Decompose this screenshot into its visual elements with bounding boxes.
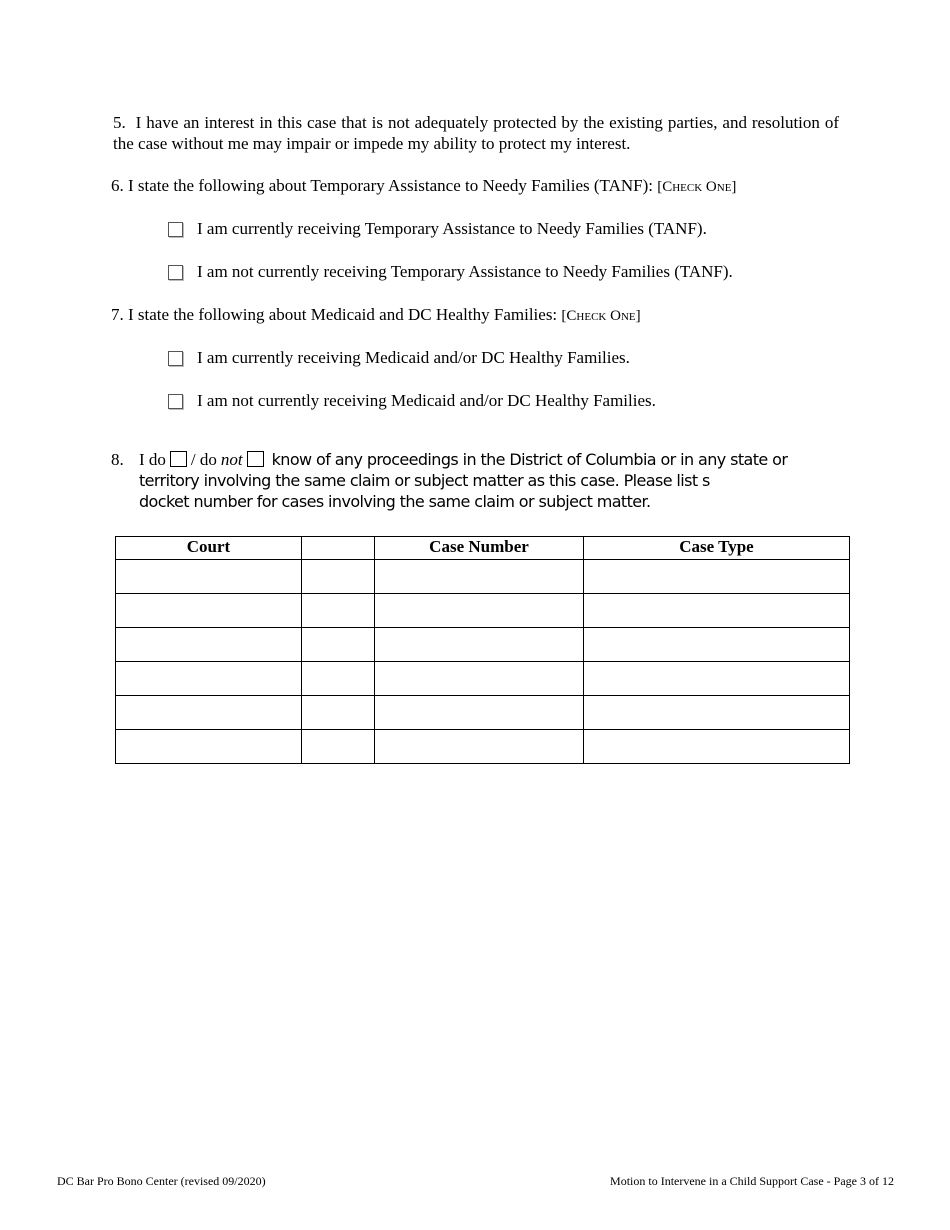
tanf-not-receiving-checkbox[interactable] xyxy=(168,265,183,280)
item-5-paragraph xyxy=(113,112,839,154)
case-number-cell[interactable] xyxy=(375,594,584,628)
item-7-prompt-text: 7. I state the following about Medicaid and DC Healthy Families: xyxy=(111,305,558,324)
spacer-cell xyxy=(302,628,375,662)
case-type-cell[interactable] xyxy=(584,696,850,730)
medicaid-option-not-receiving xyxy=(168,391,656,411)
item-5-number: 5. xyxy=(113,113,126,132)
table-row xyxy=(116,628,850,662)
table-row xyxy=(116,662,850,696)
item-8-number: 8. xyxy=(111,450,124,469)
item-6-instruction: [Check One] xyxy=(657,179,737,195)
item-6-prompt-text: 6. I state the following about Temporary Assistance to Needy Families (TANF): xyxy=(111,176,653,195)
item-5-text: I have an interest in this case that is not adequately protected by the existing parties, and resolution of the case without me may impair or impede my ability to protect my interest. xyxy=(113,113,840,153)
footer-left: DC Bar Pro Bono Center (revised 09/2020) xyxy=(57,1174,266,1188)
item-7-prompt xyxy=(111,305,641,325)
table-row xyxy=(116,560,850,594)
case-type-cell[interactable] xyxy=(584,662,850,696)
item-8-line-1 xyxy=(139,450,787,470)
table-row xyxy=(116,730,850,764)
item-8-line-3: docket number for cases involving the same claim or subject matter. xyxy=(139,492,651,511)
spacer-cell xyxy=(302,696,375,730)
footer-right: Motion to Intervene in a Child Support Case - Page 3 of 12 xyxy=(610,1174,894,1188)
spacer-cell xyxy=(302,662,375,696)
case-type-cell[interactable] xyxy=(584,628,850,662)
header-case-number: Case Number xyxy=(375,537,584,560)
case-type-cell[interactable] xyxy=(584,730,850,764)
item-7-instruction: [Check One] xyxy=(561,308,641,324)
court-cell[interactable] xyxy=(116,560,302,594)
tanf-not-receiving-label: I am not currently receiving Temporary Assistance to Needy Families (TANF). xyxy=(197,262,733,281)
court-cell[interactable] xyxy=(116,662,302,696)
spacer-cell xyxy=(302,730,375,764)
do-not-know-checkbox[interactable] xyxy=(247,451,264,467)
cases-table xyxy=(115,536,850,764)
item-8-slash-do: / do xyxy=(190,450,217,469)
court-cell[interactable] xyxy=(116,594,302,628)
spacer-cell xyxy=(302,594,375,628)
tanf-receiving-label: I am currently receiving Temporary Assistance to Needy Families (TANF). xyxy=(197,219,707,238)
tanf-receiving-checkbox[interactable] xyxy=(168,222,183,237)
table-row xyxy=(116,696,850,730)
header-case-type: Case Type xyxy=(584,537,850,560)
table-row xyxy=(116,594,850,628)
court-cell[interactable] xyxy=(116,730,302,764)
medicaid-not-receiving-checkbox[interactable] xyxy=(168,394,183,409)
item-8-line-2: territory involving the same claim or subject matter as this case. Please list s xyxy=(139,471,710,490)
case-type-cell[interactable] xyxy=(584,560,850,594)
medicaid-receiving-label: I am currently receiving Medicaid and/or DC Healthy Families. xyxy=(197,348,630,367)
tanf-option-not-receiving xyxy=(168,262,733,282)
do-know-checkbox[interactable] xyxy=(170,451,187,467)
case-number-cell[interactable] xyxy=(375,662,584,696)
case-number-cell[interactable] xyxy=(375,730,584,764)
item-8-i-do: I do xyxy=(139,450,166,469)
tanf-option-receiving xyxy=(168,219,707,239)
case-type-cell[interactable] xyxy=(584,594,850,628)
court-cell[interactable] xyxy=(116,628,302,662)
item-6-prompt xyxy=(111,176,736,196)
case-number-cell[interactable] xyxy=(375,560,584,594)
header-court: Court xyxy=(116,537,302,560)
medicaid-not-receiving-label: I am not currently receiving Medicaid and/or DC Healthy Families. xyxy=(197,391,656,410)
item-8-not: not xyxy=(220,450,243,469)
court-cell[interactable] xyxy=(116,696,302,730)
item-8-line-1-text: know of any proceedings in the District of Columbia or in any state or xyxy=(271,450,788,469)
case-number-cell[interactable] xyxy=(375,628,584,662)
spacer-cell xyxy=(302,560,375,594)
medicaid-receiving-checkbox[interactable] xyxy=(168,351,183,366)
case-number-cell[interactable] xyxy=(375,696,584,730)
medicaid-option-receiving xyxy=(168,348,630,368)
header-spacer xyxy=(302,537,375,560)
table-header-row xyxy=(116,537,850,560)
